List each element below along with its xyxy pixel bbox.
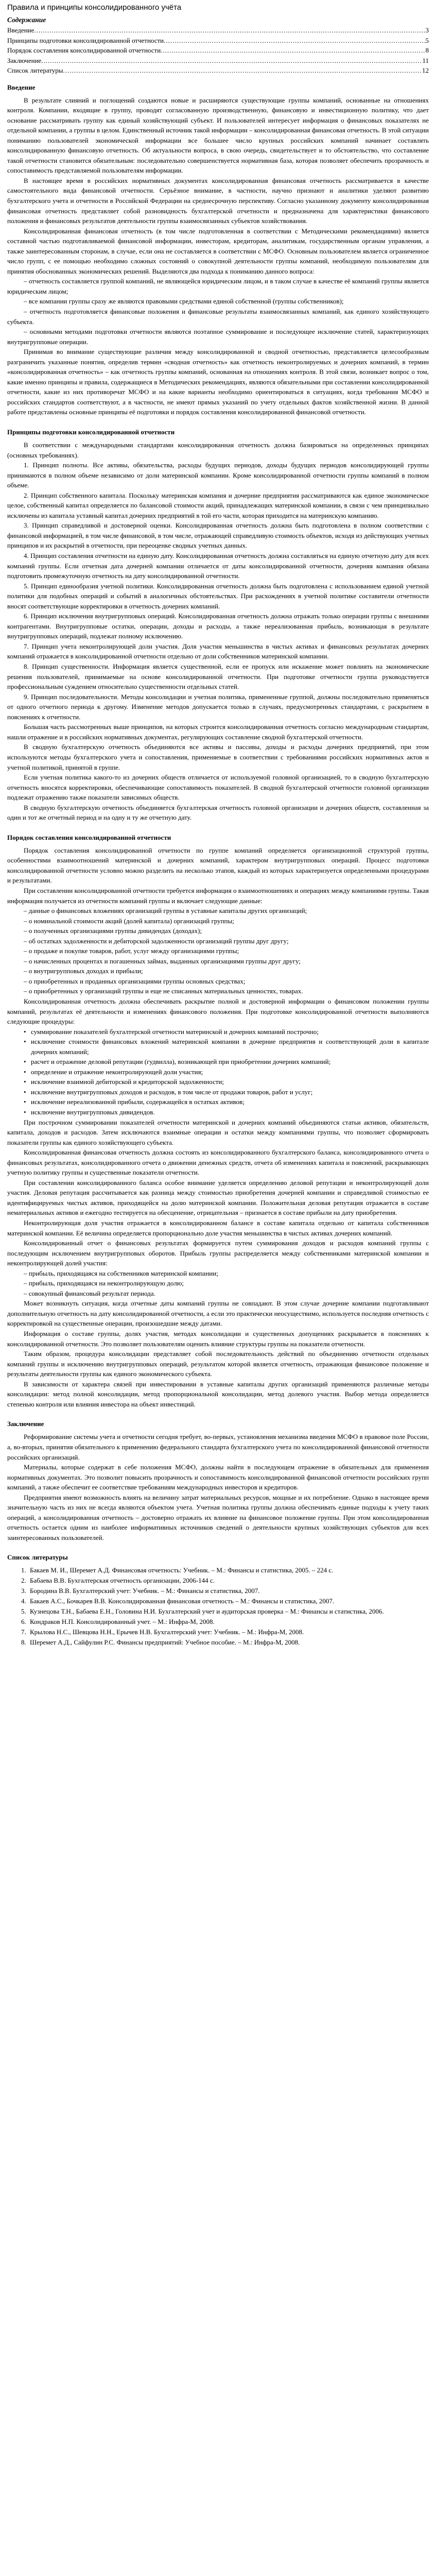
procedure-item: • исключение стоимости финансовых вложений материнской компании в дочерние предприятия и соответствующей доли в капитале дочерних компаний; (24, 1037, 429, 1057)
paragraph: При составлении консолидированной отчетности требуется информация о взаимоотношениях и операциях между компаниями группы. Такая информация получается из отчетности компаний группы и включает следующие данные: (7, 886, 429, 905)
reference-item: 3. Бородина В.В. Бухгалтерский учет: Учебник. – М.: Финансы и статистика, 2007. (28, 1586, 429, 1596)
paragraph: Таким образом, процедура консолидации представляет собой последовательность действий по объединению отчетности отдельных компаний группы и исключению внутригрупповых операций, результатом которой является отчетность, отражающая финансовое положение и результаты деятельности группы как единого экономического субъекта. (7, 1350, 429, 1378)
toc-entry-label: Список литературы (7, 66, 63, 74)
list-line: – о приобретенных у организаций группы и еще не списанных материальных ценностях, товарах. (24, 987, 303, 995)
paragraph: В соответствии с международными стандартами консолидированная отчетность должна базироваться на определенных принципах (основных требованиях). (7, 441, 429, 459)
paragraph: – все компании группы сразу же являются правовыми средствами единой собственной (группы собственников); (24, 297, 344, 306)
references-list (7, 1565, 429, 1648)
procedure-item: • расчет и отражение деловой репутации (гудвилла), возникающей при приобретении дочерних компаний; (24, 1057, 429, 1067)
paragraph: В настоящее время в российских нормативных документах консолидированная финансовая отчетность рассматривается в качестве самостоятельного вида финансовой отчетности. Серьёзное внимание, в частности, научно признают и аналитики уделяют развитию бухгалтерского учета и отчетности в Российской Федерации на среднесрочную перспективу. Согласно указанному документу консолидированная финансовая отчетность представляет собой разновидность бухгалтерской отчетности и предназначена для характеристики финансового положения и финансовых результатов деятельности группы взаимосвязанных субъектов хозяйствования. (7, 176, 429, 225)
toc-entry-label: Введение (7, 26, 34, 34)
paragraph: При построчном суммировании показателей отчетности материнской и дочерних компаний объединяются статьи активов, обязательств, капитала, доходов и расходов. Затем исключаются взаимные операции и остатки между компаниями группы, что позволяет сформировать показатели группы как единого хозяйствующего субъекта. (7, 1118, 429, 1146)
paragraph: 3. Принцип справедливой и достоверной оценки. Консолидированная отчетность должна быть подготовлена в полном соответствии с финансовой информацией, в том числе финансовой, в том числе, отражающей справедливую стоимость объектов, исходя из действующих учетных принципов и их раскрытий в отчетности, при переоценке сводных учетных данных. (7, 521, 429, 550)
toc-entry-label: Принципы подготовки консолидированной отчетности (7, 36, 164, 44)
procedure-item: • суммирование показателей бухгалтерской отчетности материнской и дочерних компаний построчно; (24, 1027, 429, 1037)
toc-entry-label: Заключение (7, 56, 42, 64)
document-body (7, 3, 429, 1648)
paragraph: – основными методами подготовки отчетности являются поэтапное суммирование и последующее исключение статей, характеризующих внутригрупповые операции. (7, 328, 429, 346)
paragraph: Консолидированная финансовая отчетность должна состоять из консолидированного бухгалтерского баланса, консолидированного отчета о финансовых результатах, консолидированного отчета о движении денежных средств, отчета об изменениях капитала и пояснений, раскрывающих учетную политику группы и существенные показатели отчетности. (7, 1148, 429, 1177)
paragraph: В зависимости от характера связей при инвестировании в уставные капиталы других организаций применяются различные методы консолидации: метод полной консолидации, метод пропорциональной консолидации, метод долевого участия. Выбор метода определяется степенью контроля или влияния инвестора на объект инвестиций. (7, 1380, 429, 1408)
toc-leader-dots (164, 36, 425, 46)
section-heading-principles: Принципы подготовки консолидированной отчетности (7, 428, 175, 436)
paragraph: 9. Принцип последовательности. Методы консолидации и учетная политика, примененные группой, должны последовательно применяться от одного отчетного периода к другому. Изменение методов допускается только в случаях, предусмотренных стандартами, с раскрытием в пояснениях к отчетности. (7, 692, 429, 721)
procedure-item: • исключение нереализованной прибыли, содержащейся в остатках активов; (24, 1097, 429, 1107)
toc-entry[interactable] (7, 36, 429, 46)
toc-entry-page: 5 (425, 36, 429, 44)
reference-item: 5. Кузнецова Т.Н., Бабаева Е.Н., Головина Н.И. Бухгалтерский учет и аудиторская проверка – М.: Финансы и статистика, 2006. (28, 1606, 429, 1617)
paragraph: Может возникнуть ситуация, когда отчетные даты компаний группы не совпадают. В этом случае дочерние компании подготавливают дополнительную отчетность на дату консолидированной отчетности, а если это практически неосуществимо, используется последняя отчетность с корректировкой на существенные операции, произошедшие между датами. (7, 1299, 429, 1328)
paragraph: 5. Принцип единообразия учетной политики. Консолидированная отчетность должна быть подготовлена с использованием единой учетной политики для подобных операций и событий в аналогичных обстоятельствах. При расхождениях в учетной политике составители отчетности вносят соответствующие корректировки в отчетность дочерних компаний. (7, 582, 429, 610)
list-line: – об остатках задолженности и дебиторской задолженности организаций группы друг другу; (24, 937, 289, 945)
toc-entry-page: 8 (425, 46, 429, 54)
toc-heading: Содержание (7, 16, 46, 24)
reference-item: 6. Кондраков Н.П. Консолидированный учет. – М.: Инфра-М, 2008. (28, 1617, 429, 1627)
procedure-item: • определение и отражение неконтролирующей доли участия; (24, 1067, 429, 1077)
toc-entry-label: Порядок составления консолидированной отчетности (7, 46, 161, 54)
toc-entry[interactable] (7, 25, 429, 36)
procedure-item: • исключение внутригрупповых дивидендов. (24, 1107, 429, 1117)
paragraph: В сводную бухгалтерскую отчетность объединяются все активы и пассивы, доходы и расходы дочерних предприятий, при этом используются методы бухгалтерского учета и сопоставления, применяемые в соответствии с требованиями российских нормативных актов и учетной политикой, принятой в группе. (7, 743, 429, 771)
section-order-body (7, 845, 429, 1410)
paragraph: 8. Принцип существенности. Информация является существенной, если ее пропуск или искажение может повлиять на экономические решения пользователей, принимаемые на основе консолидированной отчетности. При подготовке отчетности группа руководствуется профессиональным суждением относительно существенности отдельных статей. (7, 663, 429, 691)
toc-leader-dots (41, 56, 422, 66)
section-conclusion-body (7, 1432, 429, 1543)
toc-leader-dots (34, 25, 425, 36)
paragraph: В результате слияний и поглощений создаются новые и расширяются существующие группы компаний, основанные на отношениях контроля. Компании, входящие в группу, проводят согласованную производственную, финансовую и инвестиционную политику, что дает основание рассматривать группу как единый хозяйствующий субъект. И пользователей интересует информация о финансовых показателях не отдельной компании, а группы в целом. Единственный источник такой информации – консолидированная финансовая отчетность. В этой ситуации пониманию пользователей экономической информации все большее число крупных российских компаний начинает составлять консолидированную финансовую отчетность. Об актуальности вопроса, в свою очередь, свидетельствует и то обстоятельство, что составление такой отчетности становится обязательным: последовательно совершенствуется нормативная база, которая позволяет обеспечить прозрачность и сопоставимость представляемой пользователям информации. (7, 96, 429, 175)
toc-entry[interactable] (7, 65, 429, 76)
list-intro: – данные о финансовых вложениях организаций группы в уставные капиталы других организаций; (24, 907, 307, 915)
toc-entry-page: 11 (422, 56, 429, 64)
paragraph: 4. Принцип составления отчетности на единую дату. Консолидированная отчетность должна составляться на единую отчетную дату для всех компаний группы. Если отчетная дата дочерней компании отличается от даты консолидированной отчетности, дочерняя компания обязана подготовить промежуточную отчетность на дату консолидированной отчетности. (7, 552, 429, 580)
section-intro-body (7, 95, 429, 418)
section-heading-conclusion: Заключение (7, 1420, 44, 1428)
toc-entry[interactable] (7, 56, 429, 66)
table-of-contents (7, 25, 429, 76)
list-line: – о полученных организациями группы дивидендах (доходах); (24, 927, 202, 935)
list-line: – о внутригрупповых доходах и прибыли; (24, 967, 143, 975)
paragraph: Реформирование системы учета и отчетности сегодня требует, во-первых, установления механизма введения МСФО в правовое поле России, а, во-вторых, принятия обязательного к применению федерального стандарта бухгалтерского учета по консолидированной финансовой отчетности российских организаций. (7, 1433, 429, 1461)
toc-leader-dots (161, 45, 425, 56)
paragraph: Информация о составе группы, долях участия, методах консолидации и существенных допущениях раскрывается в пояснениях к консолидированной отчетности. Это позволяет пользователям оценить влияние структуры группы на показатели отчетности. (7, 1330, 429, 1348)
section-heading-order: Порядок составления консолидированной отчетности (7, 833, 171, 841)
procedure-item-list (7, 1027, 429, 1117)
procedure-item: • исключение внутригрупповых доходов и расходов, в том числе от продажи товаров, работ и услуг; (24, 1087, 429, 1097)
list-line: – о номинальной стоимости акций (долей капитала) организаций группы; (24, 917, 234, 925)
list-line: – совокупный финансовый результат периода. (24, 1289, 155, 1297)
reference-item: 8. Шеремет А.Д., Сайфулин Р.С. Финансы предприятий: Учебное пособие. – М.: Инфра-М, 2008. (28, 1637, 429, 1648)
paragraph: 7. Принцип учета неконтролирующей доли участия. Доля участия меньшинства в чистых активах и финансовых результатах дочерних компаний отражается в консолидированной отчетности отдельно от доли собственников материнской компании. (7, 642, 429, 660)
toc-leader-dots (63, 65, 423, 76)
paragraph: Большая часть рассмотренных выше принципов, на которых строится консолидированная отчетность согласно международным стандартам, нашли отражение и в российских нормативных документах, регулирующих составление сводной бухгалтерской отчетности. (7, 723, 429, 741)
document-title: Правила и принципы консолидированного учёта (7, 3, 182, 12)
list-line: – о продаже и покупке товаров, работ, услуг между организациями группы; (24, 947, 239, 955)
paragraph: Порядок составления консолидированной отчетности по группе компаний определяется организационной структурой группы, особенностями взаимоотношений материнской и дочерних компаний, характером внутригрупповых операций. Процесс подготовки консолидированной отчетности условно можно разделить на несколько этапов, каждый из которых характеризуется определенными процедурами и результатами. (7, 846, 429, 885)
paragraph: 2. Принцип собственного капитала. Поскольку материнская компания и дочерние предприятия рассматриваются как единое экономическое целое, собственный капитал определяется по балансовой стоимости акций, принадлежащих материнской компании, в связи с чем принципиально исключены из капитала уставный капитал дочерних предприятий в той его части, которая приходится на материнскую компанию. (7, 491, 429, 519)
paragraph: Материалы, которые содержат в себе положения МСФО, должны найти в последующем отражение в обязательных для применения нормативных документах. Это позволит повысить прозрачность и сопоставимость консолидированной финансовой отчетности российских групп компаний, а также обеспечит ее соответствие требованиям международных инвесторов и кредиторов. (7, 1463, 429, 1492)
toc-entry[interactable] (7, 45, 429, 56)
reference-item: 2. Бабаева В.В. Бухгалтерская отчетность организации, 2006-144 с. (28, 1575, 429, 1586)
paragraph: При составлении консолидированного баланса особое внимание уделяется определению деловой репутации и неконтролирующей доли участия. Деловая репутация рассчитывается как разница между стоимостью приобретения дочерней компании и справедливой стоимостью ее идентифицируемых чистых активов, приходящейся на долю материнской компании. Положительная деловая репутация отражается в составе нематериальных активов и ежегодно тестируется на обесценение, отрицательная – признается в составе прибыли на дату приобретения. (7, 1178, 429, 1217)
paragraph: Принимая во внимание существующие различия между консолидированной и сводной отчетностью, представляется целесообразным разграничить указанные понятия, определив термин «сводная отчетность» как отчетность неконтролируемых и дочерних компаний, в термин «консолидированная отчетность» – как отчетность группы компаний, основанная на отношениях контроля. В этой связи, возникает вопрос о том, какие именно принципы и правила, содержащиеся в Методических рекомендациях, являются обязательными при составлении консолидированной отчетности, какие из них противоречат МСФО и на какие варианты необходимо ориентироваться в ситуациях, когда требования МСФО и российских стандартов соответствуют, а в частности, не имеют прямых указаний по учету отдельных фактов хозяйственной жизни. В данной работе представлены основные принципы её подготовки и порядок составления консолидированной финансовой отчетности. (7, 348, 429, 416)
list-line: – о начисленных процентах и погашенных займах, выданных организациями группы друг другу; (24, 957, 301, 965)
procedure-item: • исключение взаимной дебиторской и кредиторской задолженности; (24, 1077, 429, 1087)
paragraph: – отчетность подготовляется финансовые положения и финансовые результаты взаимосвязанных компаний, как единого хозяйствующего субъекта. (7, 307, 429, 326)
list-line: – прибыль, приходящаяся на собственников материнской компании; (24, 1269, 218, 1277)
paragraph: Консолидированная отчетность должна обеспечивать раскрытие полной и достоверной информации о финансовом положении группы компаний, результатах её деятельности и изменениях финансового положения. При подготовке консолидированной отчетности выполняются следующие процедуры: (7, 997, 429, 1026)
reference-item: 4. Бакаев А.С., Бочкарев В.В. Консолидированная финансовая отчетность – М.: Финансы и статистика, 2007. (28, 1596, 429, 1606)
paragraph: Если учетная политика какого-то из дочерних обществ отличается от используемой головной организацией, то в сводную бухгалтерскую отчетность вносятся корректировки, обеспечивающие сопоставимость показателей. В сводной бухгалтерской отчетности головной организации подлежат отражению также показатели зависимых обществ. (7, 773, 429, 802)
toc-entry-page: 12 (422, 66, 429, 74)
reference-item: 7. Крылова Н.С., Шевцова Н.Н., Ерычев Н.В. Бухгалтерский учет: Учебник. – М.: Инфра-М, 2008. (28, 1627, 429, 1637)
reference-item: 1. Бакаев М. И., Шеремет А.Д. Финансовая отчетность: Учебник. – М.: Финансы и статистика, 2005. – 224 с. (28, 1565, 429, 1575)
paragraph: 1. Принцип полноты. Все активы, обязательства, расходы будущих периодов, доходы будущих периодов консолидирующей группы принимаются в полном объеме независимо от доли материнской компании. Кроме консолидированной отчетности группы компаний в полном объеме. (7, 461, 429, 489)
paragraph: 6. Принцип исключения внутригрупповых операций. Консолидированная отчетность должна отражать только операции группы с внешними контрагентами. Внутригрупповые остатки, операции, доходы и расходы, а также нереализованная прибыль, возникающая в результате внутригрупповых операций, подлежат полному исключению. (7, 612, 429, 640)
toc-entry-page: 3 (425, 26, 429, 34)
paragraph: – отчетность составляется группой компаний, не являющейся юридическим лицом, и в таком случае в качестве её компаний группы является юридическим лицом; (7, 277, 429, 295)
paragraph: Консолидированная финансовая отчетность (в том числе подготовленная в соответствии с Методическими рекомендациями) является составной частью подготавливаемой финансовой информации, инвесторам, кредиторам, аналитикам, государственным органам управления, а также заинтересованным сторонам, в случае, если она не составляется в соответствии с МСФО. Основным пользователем является ограниченное число групп, с ее помощью необходимо сложных состояний о совокупной деятельности группы компаний, необходимую пользователям для принятия обоснованных экономических решений. Выделяются два подхода к пониманию данного вопроса: (7, 227, 429, 275)
list-line: – о приобретенных и проданных организациями группы основных средствах; (24, 977, 246, 985)
section-principles-body (7, 440, 429, 823)
section-heading-references: Список литературы (7, 1553, 68, 1562)
paragraph: Неконтролирующая доля участия отражается в консолидированном балансе в составе капитала отдельно от капитала собственников материнской компании. Её величина определяется пропорционально доле участия меньшинства в чистых активах дочерних компаний. (7, 1219, 429, 1237)
section-heading-intro: Введение (7, 83, 36, 91)
list-line: – прибыль, приходящаяся на неконтролирующую долю; (24, 1279, 184, 1287)
paragraph: Предприятия имеют возможность влиять на величину затрат материальных ресурсов, мощные и их потребление. Однако в настоящее время значительную часть из них не всегда являются объектом учета. Учетная политика группы должна обеспечивать единые подходы к учету таких операций, а консолидированная отчетность – достоверно отражать их влияние на финансовое положение группы. При этом консолидированная отчетность остается одним из наиболее информативных источников сведений о деятельности крупных хозяйствующих субъектов для всех заинтересованных пользователей. (7, 1493, 429, 1541)
paragraph: В сводную бухгалтерскую отчетность объединяется бухгалтерская отчетность головной организации и дочерних обществ, составленная за один и тот же отчетный период и на одну и ту же отчетную дату. (7, 803, 429, 822)
paragraph: Консолидированный отчет о финансовых результатах формируется путем суммирования доходов и расходов компаний группы с последующим исключением внутригрупповых оборотов. Прибыль группы распределяется между собственниками материнской компании и неконтролирующей долей участия: (7, 1239, 429, 1267)
